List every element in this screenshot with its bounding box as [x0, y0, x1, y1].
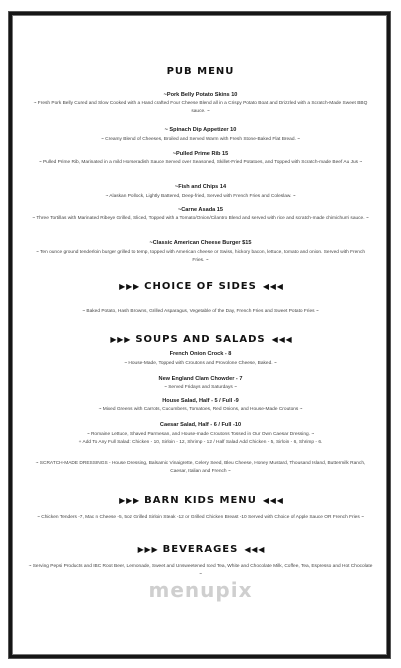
menu-item-name: ~Classic American Cheese Burger $15	[149, 240, 252, 246]
menu-item-name: House Salad, Half - 5 / Full -9	[162, 398, 239, 404]
menu-item-desc: ~ Three Tortillas with Marinated Ribeye Grilled, Sliced, Topped with a Tomato/Onion/Cilantro Blend and served with rice and scratch-made chimichurri sauce. ~	[32, 216, 369, 221]
menu-item-name: ~Pork Belly Potato Skins 10	[163, 92, 238, 98]
left-arrows-icon: ◀ ◀ ◀	[271, 335, 291, 344]
menu-item-desc: ~ Mixed Greens with Carrots, Cucumbers, Tomatoes, Red Onions, and House-Made Croutons ~	[98, 407, 303, 412]
menu-item-desc: ~ Served Fridays and Saturdays ~	[164, 385, 237, 390]
sides-desc: ~ Baked Potato, Hash Browns, Grilled Asparagus, Vegetable of the Day, French Fries and Sweet Potato Fries ~	[82, 309, 319, 314]
menu-item-desc: ~ Fresh Pork Belly Cured and Slow Cooked with a Hand crafted Four Cheese Blend all in a Crispy Potato Boat and Drizzled with a Scratch-Made Sweet BBQ sauce. ~	[33, 101, 368, 114]
menu-item-name: New England Clam Chowder - 7	[158, 376, 243, 382]
menu-item-name: French Onion Crock - 8	[169, 351, 232, 357]
menu-item-desc: ~ Creamy Blend of Cheeses, Broiled and Served Warm with Fresh Stone-Baked Flat Bread. ~	[101, 137, 300, 142]
beverages-heading	[22, 544, 379, 555]
menu-item-desc: ~ Romaine Lettuce, Shaved Parmesan, and House-made Croutons Tossed in Our Own Caesar Dressing. ~	[86, 432, 315, 437]
dressings-desc: ~ SCRATCH-MADE DRESSINGS - House Dressing, Balsamic Vinaigrette, Celery Seed, Bleu Cheese, Honey Mustard, Thousand Island, Buttermilk Ranch, Caesar, Italian and French ~	[35, 461, 366, 474]
menu-item-name: ~ Spinach Dip Appetizer 10	[164, 127, 237, 133]
menu-item-desc: ~ Alaskan Pollock, Lightly Battered, Deep-fried, Served with French Fries and Coleslaw. ~	[105, 194, 296, 199]
menu-item-name: ~Carne Asada 15	[177, 207, 224, 213]
right-arrows-icon: ▶ ▶ ▶	[119, 282, 139, 291]
menu-item-name: ~Fish and Chips 14	[174, 184, 227, 190]
left-arrows-icon: ◀ ◀ ◀	[262, 496, 282, 505]
soups-salads-heading	[22, 334, 379, 345]
beverages-title: BEVERAGES	[162, 544, 239, 555]
menu-item-name: Caesar Salad, Half - 6 / Full -10	[159, 422, 242, 428]
right-arrows-icon: ▶ ▶ ▶	[119, 496, 139, 505]
watermark: menupix	[148, 578, 253, 602]
menu-item-desc: ~ Pulled Prime Rib, Marinated in a mild Horseradish Sauce Served over Seasoned, Skillet-Fried Potatoes, and Topped with Scratch-made Beef Au Jus ~	[38, 160, 363, 165]
menu-item-desc: ~ Ten ounce ground tenderloin burger grilled to temp, topped with American cheese or Swiss, hickory bacon, lettuce, tomato and onion. Served with French Fries. ~	[35, 250, 366, 263]
right-arrows-icon: ▶ ▶ ▶	[137, 545, 157, 554]
soups-salads-title: SOUPS AND SALADS	[135, 334, 266, 345]
barn-kids-title: BARN KIDS MENU	[144, 495, 257, 506]
choice-of-sides-heading	[22, 281, 379, 292]
kids-desc: ~ Chicken Tenders -7, Mac n Cheese -5, 5oz Grilled Sirloin Steak -12 or Grilled Chicken Breast -10 Served with Choice of Apple Sauce OR French Fries ~	[37, 515, 364, 520]
beverages-desc: ~ Serving Pepsi Products and IBC Root Beer, Lemonade, Sweet and Unsweetened Iced Tea, White and Chocolate Milk, Coffee, Tea, Espresso and Hot Chocolate ~	[28, 564, 373, 577]
menu-item-desc: ~ House-Made, Topped with Croutons and Provolone Cheese, Baked. ~	[124, 361, 277, 366]
choice-of-sides-title: CHOICE OF SIDES	[144, 281, 257, 292]
right-arrows-icon: ▶ ▶ ▶	[110, 335, 130, 344]
left-arrows-icon: ◀ ◀ ◀	[244, 545, 264, 554]
salad-addons: + Add To Any Full Salad: Chicken - 10, Sirloin - 12, Shrimp - 12 / Half Salad Add Chicken - 5, Sirloin - 6, Shrimp - 6.	[78, 440, 323, 445]
pub-menu-title: PUB MENU	[166, 66, 235, 77]
menu-item-name: ~Pulled Prime Rib 15	[172, 151, 229, 157]
barn-kids-heading	[22, 495, 379, 506]
left-arrows-icon: ◀ ◀ ◀	[262, 282, 282, 291]
